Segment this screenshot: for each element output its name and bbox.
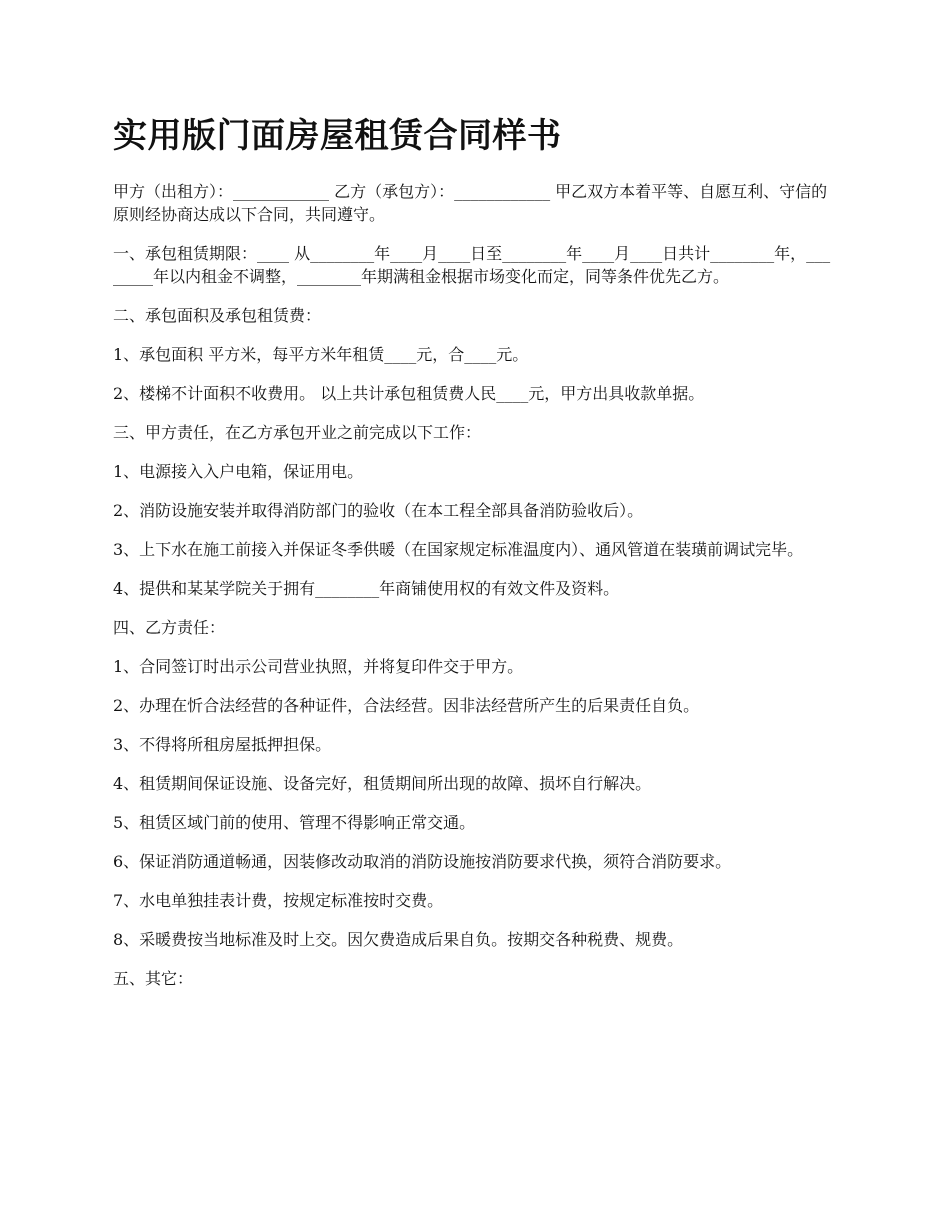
section-heading-party-b: 四、乙方责任： bbox=[113, 618, 226, 637]
section-heading-party-a: 三、甲方责任，在乙方承包开业之前完成以下工作： bbox=[113, 423, 482, 442]
section-heading-area-fee: 二、承包面积及承包租赁费： bbox=[113, 306, 322, 325]
paragraph-area: 1、承包面积 平方米，每平方米年租赁____元，合____元。 bbox=[113, 345, 529, 364]
paragraph-b8-heating: 8、采暖费按当地标准及时上交。因欠费造成后果自负。按期交各种税费、规费。 bbox=[113, 930, 684, 949]
paragraph-a2-fire: 2、消防设施安装并取得消防部门的验收（在本工程全部具备消防验收后）。 bbox=[113, 501, 644, 520]
paragraph-stairs: 2、楼梯不计面积不收费用。 以上共计承包租赁费人民____元，甲方出具收款单据。 bbox=[113, 384, 705, 403]
document-body bbox=[113, 180, 833, 1006]
paragraph-lease-term: 一、承包租赁期限：____ 从________年____月____日至________年____月____日共计________年，________年以内租金不调整，________年期满租金根据市场变化而定，同等条件优先乙方。 bbox=[113, 244, 831, 286]
paragraph-b5-traffic: 5、租赁区域门前的使用、管理不得影响正常交通。 bbox=[113, 813, 476, 832]
paragraph-parties: 甲方（出租方）：____________ 乙方（承包方）：____________ 甲乙双方本着平等、自愿互利、守信的原则经协商达成以下合同，共同遵守。 bbox=[113, 182, 828, 224]
paragraph-b3-mortgage: 3、不得将所租房屋抵押担保。 bbox=[113, 735, 332, 754]
paragraph-b2-permits: 2、办理在忻合法经营的各种证件，合法经营。因非法经营所产生的后果责任自负。 bbox=[113, 696, 700, 715]
document-title: 实用版门面房屋租赁合同样书 bbox=[113, 116, 562, 156]
paragraph-a3-water: 3、上下水在施工前接入并保证冬季供暖（在国家规定标准温度内）、通风管道在装璜前调试完毕。 bbox=[113, 540, 804, 559]
paragraph-b4-facilities: 4、租赁期间保证设施、设备完好，租赁期间所出现的故障、损坏自行解决。 bbox=[113, 774, 652, 793]
paragraph-b1-license: 1、合同签订时出示公司营业执照，并将复印件交于甲方。 bbox=[113, 657, 524, 676]
paragraph-a1-power: 1、电源接入入户电箱，保证用电。 bbox=[113, 462, 364, 481]
section-heading-other: 五、其它： bbox=[113, 969, 194, 988]
paragraph-a4-documents: 4、提供和某某学院关于拥有________年商铺使用权的有效文件及资料。 bbox=[113, 579, 620, 598]
paragraph-b7-utilities: 7、水电单独挂表计费，按规定标准按时交费。 bbox=[113, 891, 444, 910]
paragraph-b6-fire-exit: 6、保证消防通道畅通，因装修改动取消的消防设施按消防要求代换，须符合消防要求。 bbox=[113, 852, 732, 871]
